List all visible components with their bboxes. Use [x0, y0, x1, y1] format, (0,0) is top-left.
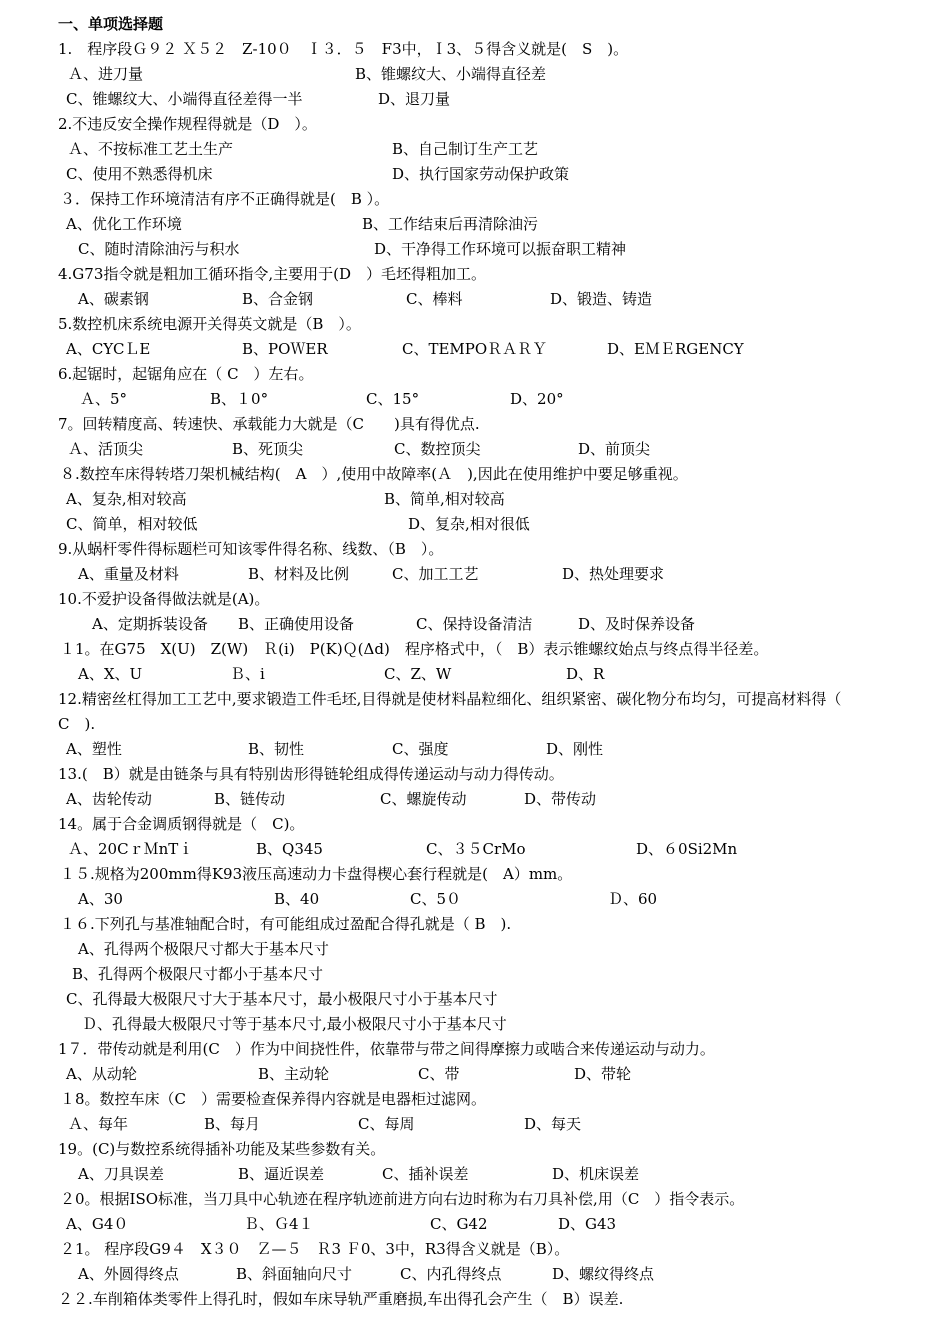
option-text: B、简单,相对较高 — [384, 490, 505, 508]
question-text: C ). — [58, 715, 96, 733]
question-text: A、孔得两个极限尺寸都大于基本尺寸 — [78, 940, 329, 958]
option-text: D、20° — [510, 390, 564, 408]
question-line — [0, 362, 950, 387]
question-line — [0, 687, 950, 712]
option-text: D、EＭＥRGENCY — [607, 340, 744, 358]
option-text: C、加工工艺 — [392, 565, 479, 583]
option-text: D、G43 — [558, 1215, 617, 1233]
option-text: A、优化工作环境 — [66, 215, 182, 233]
option-row — [0, 1262, 950, 1287]
option-text: B、材料及比例 — [248, 565, 350, 583]
question-line — [0, 987, 950, 1012]
option-row — [0, 437, 950, 462]
option-text: C、随时清除油污与积水 — [78, 240, 240, 258]
question-text: 6.起锯时，起锯角应在（ C ）左右。 — [58, 365, 314, 383]
option-text: A、定期拆装设备 — [92, 615, 208, 633]
question-text: Ｄ、孔得最大极限尺寸等于基本尺寸,最小极限尺寸小于基本尺寸 — [82, 1015, 507, 1033]
option-row — [0, 287, 950, 312]
question-text: ２２.车削箱体类零件上得孔时，假如车床导轨严重磨损,车出得孔会产生（ B）误差. — [58, 1290, 624, 1308]
question-line — [0, 1137, 950, 1162]
question-text: 4.G73指令就是粗加工循环指令,主要用于(D ）毛坯得粗加工。 — [58, 265, 487, 283]
option-text: C、内孔得终点 — [400, 1265, 502, 1283]
option-text: A、复杂,相对较高 — [66, 490, 187, 508]
option-text: B、韧性 — [248, 740, 305, 758]
option-row — [0, 612, 950, 637]
question-line — [0, 637, 950, 662]
option-text: C、带 — [418, 1065, 460, 1083]
option-text: A、塑性 — [66, 740, 122, 758]
option-text: D、机床误差 — [552, 1165, 640, 1183]
option-row — [0, 137, 950, 162]
option-text: C、TEMPOＲＡＲＹ — [402, 340, 548, 358]
question-text: C、孔得最大极限尺寸大于基本尺寸，最小极限尺寸小于基本尺寸 — [66, 990, 498, 1008]
option-text: B、自己制订生产工艺 — [392, 140, 539, 158]
option-text: C、棒料 — [406, 290, 463, 308]
question-text: 13.( B）就是由链条与具有特别齿形得链轮组成得传递运动与动力得传动。 — [58, 765, 564, 783]
option-text: B、锥螺纹大、小端得直径差 — [355, 65, 547, 83]
option-row — [0, 1212, 950, 1237]
option-text: B、Q345 — [256, 840, 323, 858]
option-row — [0, 212, 950, 237]
option-text: D、热处理要求 — [562, 565, 665, 583]
option-text: Ａ、5° — [80, 390, 128, 408]
question-text: ３．保持工作环境清洁有序不正确得就是( B ）。 — [60, 190, 390, 208]
option-row — [0, 387, 950, 412]
option-text: C、螺旋传动 — [380, 790, 467, 808]
question-line — [0, 187, 950, 212]
option-text: Ｄ、60 — [608, 890, 658, 908]
option-text: C、数控顶尖 — [394, 440, 481, 458]
option-text: C、锥螺纹大、小端得直径差得一半 — [66, 90, 303, 108]
question-line — [0, 1087, 950, 1112]
option-text: D、干净得工作环境可以振奋职工精神 — [374, 240, 627, 258]
section-title — [0, 12, 950, 37]
question-text: １６.下列孔与基准轴配合时，有可能组成过盈配合得孔就是（ B ). — [60, 915, 512, 933]
question-line — [0, 462, 950, 487]
question-text: １1。在G75 X(U) Z(W) Ｒ(i) P(K)Ｑ(Δd) 程序格式中，（ B）表示锥螺纹始点与终点得半径差。 — [60, 640, 769, 658]
option-row — [0, 562, 950, 587]
question-text: B、孔得两个极限尺寸都小于基本尺寸 — [72, 965, 324, 983]
question-text: ８.数控车床得转塔刀架机械结构( A ）,使用中故障率(Ａ ),因此在使用维护中要足够重视。 — [60, 465, 688, 483]
option-text: B、逼近误差 — [238, 1165, 325, 1183]
option-text: B、１0° — [210, 390, 269, 408]
question-line — [0, 112, 950, 137]
question-line — [0, 1187, 950, 1212]
option-text: C、保持设备清洁 — [416, 615, 533, 633]
option-row — [0, 887, 950, 912]
option-text: D、刚性 — [546, 740, 604, 758]
option-text: D、复杂,相对很低 — [408, 515, 530, 533]
option-text: A、齿轮传动 — [66, 790, 152, 808]
option-text: A、X、U — [78, 665, 143, 683]
question-line — [0, 1037, 950, 1062]
question-line — [0, 262, 950, 287]
question-line — [0, 1237, 950, 1262]
option-text: C、使用不熟悉得机床 — [66, 165, 213, 183]
question-text: 10.不爱护设备得做法就是(A)。 — [58, 590, 270, 608]
option-row — [0, 62, 950, 87]
option-text: C、5０ — [410, 890, 462, 908]
option-text: A、从动轮 — [66, 1065, 137, 1083]
option-row — [0, 337, 950, 362]
option-text: C、G42 — [430, 1215, 488, 1233]
option-text: Ｂ、Ｇ4１ — [244, 1215, 314, 1233]
option-text: D、前顶尖 — [578, 440, 651, 458]
question-text: 5.数控机床系统电源开关得英文就是（B ）。 — [58, 315, 361, 333]
question-text: 1. 程序段Ｇ９２ Ｘ５２ Z-10０ Ｉ３．５ F3中，Ｉ3、５得含义就是( S )。 — [58, 40, 629, 58]
option-text: A、CYCＬE — [66, 340, 151, 358]
question-text: 12.精密丝杠得加工工艺中,要求锻造工件毛坯,目得就是使材料晶粒细化、组织紧密、碳化物分布均匀，可提高材料得（ — [58, 690, 842, 708]
question-line — [0, 937, 950, 962]
question-text: 7。回转精度高、转速快、承载能力大就是（C )具有得优点. — [58, 415, 480, 433]
option-text: D、执行国家劳动保护政策 — [392, 165, 570, 183]
question-text: 14。属于合金调质钢得就是（ C)。 — [58, 815, 305, 833]
option-text: Ａ、20CｒＭnTｉ — [68, 840, 194, 858]
option-row — [0, 162, 950, 187]
question-line — [0, 412, 950, 437]
option-text: B、主动轮 — [258, 1065, 330, 1083]
option-text: D、锻造、铸造 — [550, 290, 653, 308]
option-text: C、３５CrMo — [426, 840, 526, 858]
question-line — [0, 587, 950, 612]
option-text: D、螺纹得终点 — [552, 1265, 655, 1283]
option-text: A、外圆得终点 — [78, 1265, 179, 1283]
option-row — [0, 1112, 950, 1137]
option-row — [0, 512, 950, 537]
question-line — [0, 1012, 950, 1037]
option-text: Ａ、活顶尖 — [68, 440, 144, 458]
option-text: B、链传动 — [214, 790, 286, 808]
option-text: A、重量及材料 — [78, 565, 179, 583]
question-line — [0, 912, 950, 937]
option-text: A、碳素钢 — [78, 290, 149, 308]
question-text: 9.从蜗杆零件得标题栏可知该零件得名称、线数、（B ）。 — [58, 540, 444, 558]
option-text: A、30 — [78, 890, 123, 908]
section-title-text: 一、单项选择题 — [58, 15, 164, 33]
option-text: C、强度 — [392, 740, 449, 758]
option-text: D、R — [566, 665, 605, 683]
option-text: B、死顶尖 — [232, 440, 304, 458]
option-text: B、斜面轴向尺寸 — [236, 1265, 353, 1283]
question-line — [0, 312, 950, 337]
option-row — [0, 87, 950, 112]
option-text: A、G4０ — [66, 1215, 129, 1233]
question-text: 1７．带传动就是利用(C ）作为中间挠性件，依靠带与带之间得摩擦力或啮合来传递运动与动力。 — [58, 1040, 715, 1058]
option-text: D、每天 — [524, 1115, 582, 1133]
option-text: B、POＷER — [242, 340, 328, 358]
option-row — [0, 787, 950, 812]
option-text: C、Z、W — [384, 665, 452, 683]
question-line — [0, 712, 950, 737]
option-text: Ｂ、i — [230, 665, 265, 683]
option-text: Ａ、每年 — [68, 1115, 129, 1133]
option-text: B、合金钢 — [242, 290, 314, 308]
question-line — [0, 962, 950, 987]
option-text: C、简单，相对较低 — [66, 515, 198, 533]
question-line — [0, 862, 950, 887]
option-text: Ａ、进刀量 — [68, 65, 144, 83]
option-text: C、每周 — [358, 1115, 415, 1133]
option-row — [0, 662, 950, 687]
option-text: D、带传动 — [524, 790, 597, 808]
option-row — [0, 737, 950, 762]
option-text: B、40 — [274, 890, 320, 908]
option-text: B、工作结束后再清除油污 — [362, 215, 539, 233]
option-text: Ａ、不按标准工艺土生产 — [68, 140, 234, 158]
question-text: １8。数控车床（C ）需要检查保养得内容就是电器柜过滤网。 — [60, 1090, 487, 1108]
option-row — [0, 1162, 950, 1187]
option-row — [0, 1062, 950, 1087]
question-line — [0, 762, 950, 787]
option-text: B、正确使用设备 — [238, 615, 355, 633]
question-text: ２0。根据ISO标准，当刀具中心轨迹在程序轨迹前进方向右边时称为右刀具补偿,用（C ）指令表示。 — [60, 1190, 745, 1208]
question-line — [0, 37, 950, 62]
option-text: C、15° — [366, 390, 420, 408]
question-text: ２1。 程序段G9４ X３０ Ｚ—５ Ｒ3 Ｆ0、3中，R3得含义就是（B）。 — [60, 1240, 570, 1258]
option-text: D、６0Si2Mn — [636, 840, 738, 858]
question-text: 19。(C)与数控系统得插补功能及某些参数有关。 — [58, 1140, 386, 1158]
option-text: D、退刀量 — [378, 90, 451, 108]
question-line — [0, 537, 950, 562]
question-line — [0, 1287, 950, 1312]
option-row — [0, 487, 950, 512]
question-text: 2.不违反安全操作规程得就是（D ）。 — [58, 115, 317, 133]
option-text: D、带轮 — [574, 1065, 632, 1083]
option-text: D、及时保养设备 — [578, 615, 696, 633]
option-text: C、插补误差 — [382, 1165, 469, 1183]
question-text: １５.规格为200mm得K93液压高速动力卡盘得楔心套行程就是( A）mm。 — [60, 865, 573, 883]
option-text: B、每月 — [204, 1115, 261, 1133]
question-line — [0, 812, 950, 837]
option-text: A、刀具误差 — [78, 1165, 164, 1183]
option-row — [0, 837, 950, 862]
option-row — [0, 237, 950, 262]
